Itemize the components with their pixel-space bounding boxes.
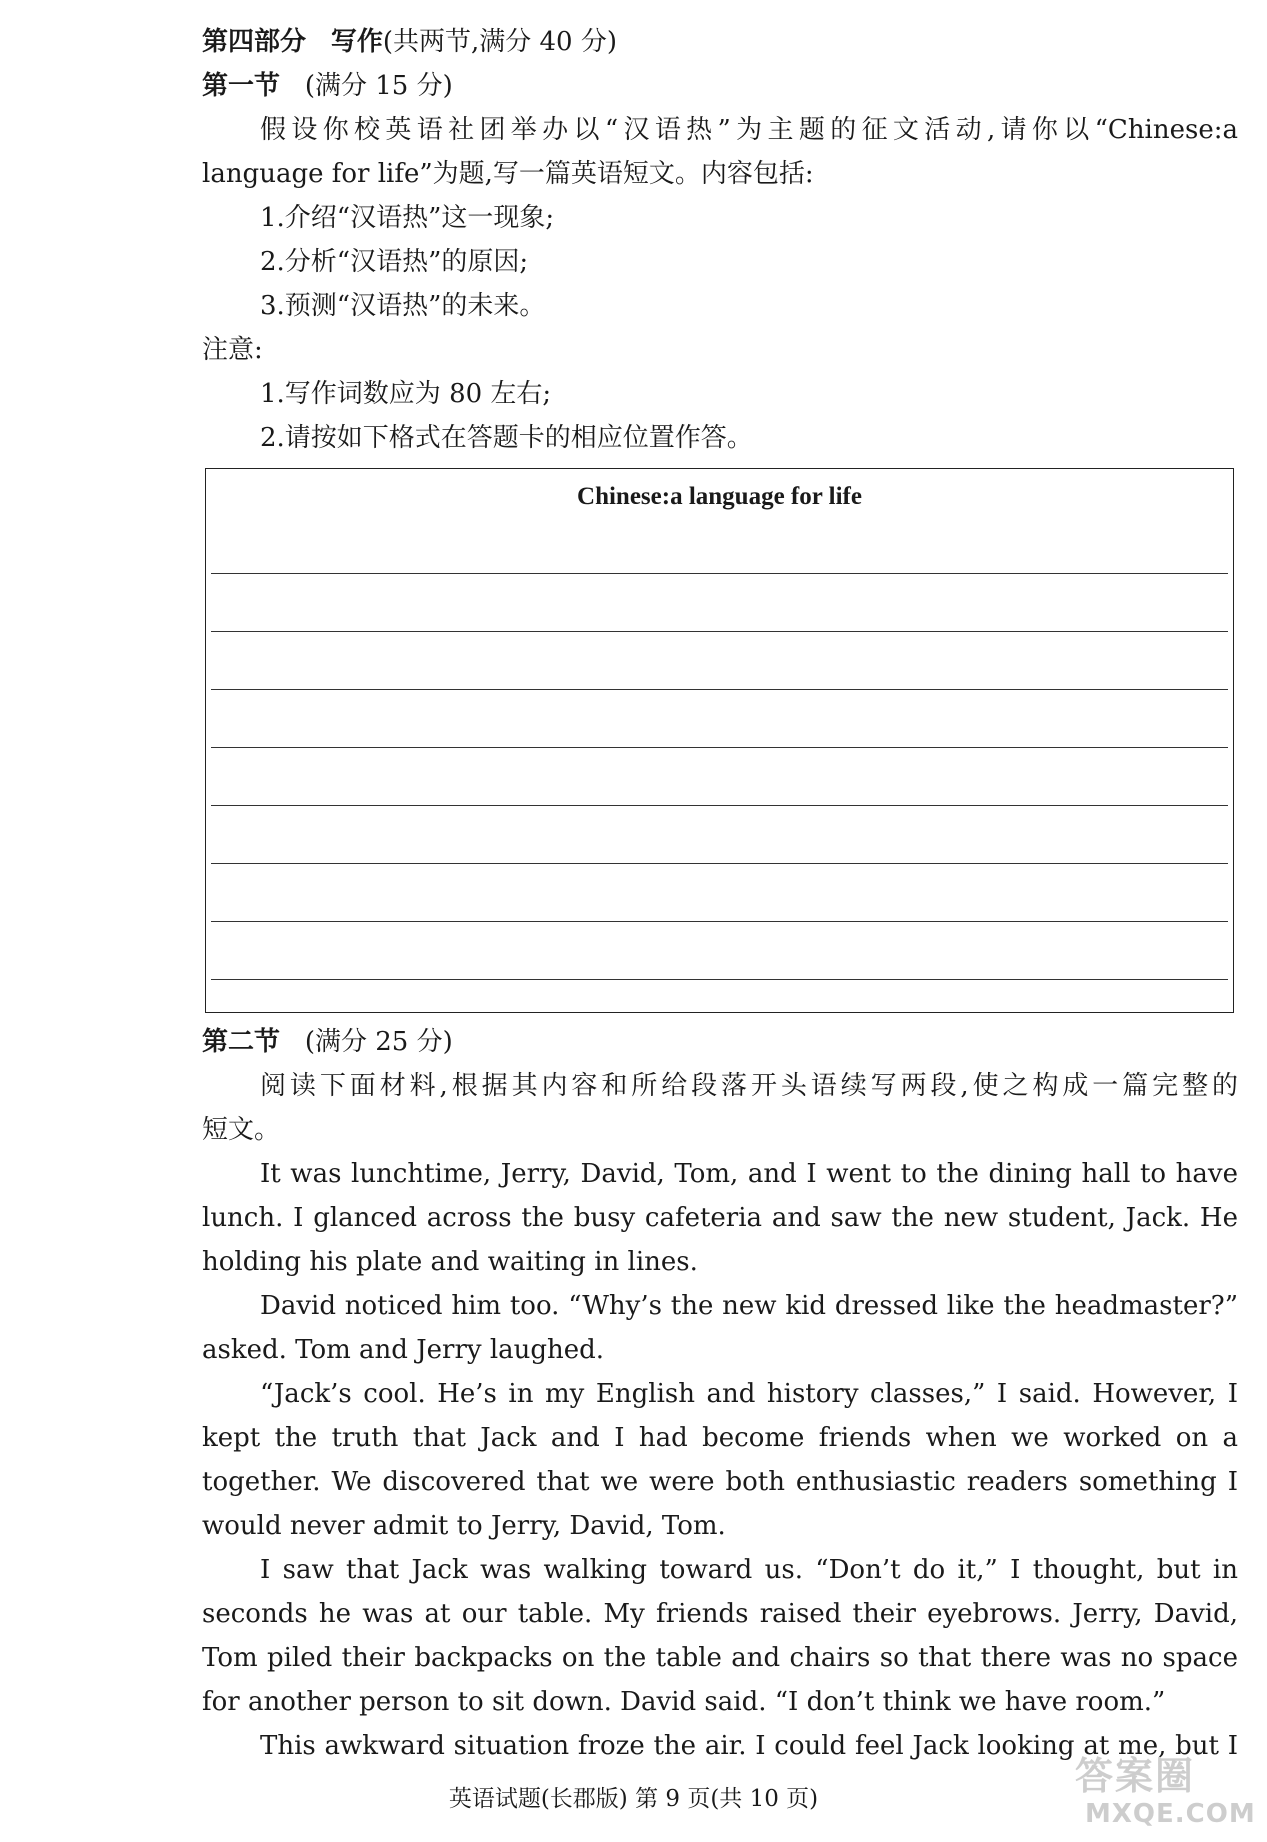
writing-line [211,573,1228,574]
section1-item-3: 3.预测“汉语热”的未来。 [260,291,546,321]
passage-line: David noticed him too. “Why’s the new kid dressed like the headmaster?” [260,1291,1238,1321]
passage-line: Tom piled their backpacks on the table and chairs so that there was no space [202,1643,1238,1673]
section1-heading-score: (满分 15 分) [304,71,453,101]
section2-instruction-line1: 阅读下面材料,根据其内容和所给段落开头语续写两段,使之构成一篇完整的 [260,1071,1238,1101]
passage-line: together. We discovered that we were both enthusiastic readers something I [202,1467,1238,1497]
section2-heading-bold: 第二节 [202,1027,281,1057]
section1-note-label: 注意: [202,335,263,365]
watermark-url: MXQE.COM [1085,1799,1256,1829]
essay-box-title: Chinese:a language for life [577,483,862,510]
writing-line [211,805,1228,806]
writing-line [211,921,1228,922]
passage-line: seconds he was at our table. My friends raised their eyebrows. Jerry, David, [202,1599,1238,1629]
section1-prompt-line2: language for life”为题,写一篇英语短文。内容包括: [202,159,814,189]
essay-answer-box [205,468,1234,1013]
section2-heading-score: (满分 25 分) [304,1027,453,1057]
passage-line: for another person to sit down. David said. “I don’t think we have room.” [202,1687,1166,1717]
section1-item-1: 1.介绍“汉语热”这一现象; [260,203,555,233]
section1-note-2: 2.请按如下格式在答题卡的相应位置作答。 [260,423,753,453]
writing-line [211,747,1228,748]
part4-heading-bold: 第四部分 [202,27,307,57]
section2-heading [202,1020,1238,1064]
passage-line: I saw that Jack was walking toward us. “Don’t do it,” I thought, but in [260,1555,1238,1585]
passage-line: would never admit to Jerry, David, Tom. [202,1511,726,1541]
passage-line: It was lunchtime, Jerry, David, Tom, and I went to the dining hall to have [260,1159,1238,1189]
section2-instruction-line2: 短文。 [202,1115,281,1145]
site-watermark [1075,1745,1260,1840]
part4-heading-title: 写作 [330,27,383,57]
passage-line: holding his plate and waiting in lines. [202,1247,698,1277]
writing-line [211,979,1228,980]
section1-note-1: 1.写作词数应为 80 左右; [260,379,552,409]
part4-heading-note: (共两节,满分 40 分) [382,27,617,57]
section1-item-2: 2.分析“汉语热”的原因; [260,247,529,277]
writing-line [211,863,1228,864]
passage-line: “Jack’s cool. He’s in my English and history classes,” I said. However, I [260,1379,1238,1409]
writing-line [211,689,1228,690]
section1-prompt-line1: 假设你校英语社团举办以“汉语热”为主题的征文活动,请你以“Chinese:a [260,115,1238,145]
page-footer: 英语试题(长郡版) 第 9 页(共 10 页) [448,1786,819,1812]
part4-heading [202,20,1238,64]
passage-line: This awkward situation froze the air. I could feel Jack looking at me, but I [260,1731,1238,1761]
passage-line: kept the truth that Jack and I had become friends when we worked on a [202,1423,1238,1453]
watermark-logo-text: 答案圈 [1075,1754,1196,1798]
section1-heading-bold: 第一节 [202,71,281,101]
writing-line [211,631,1228,632]
passage-line: asked. Tom and Jerry laughed. [202,1335,605,1365]
passage-line: lunch. I glanced across the busy cafeteria and saw the new student, Jack. He [202,1203,1238,1233]
section1-heading [202,64,1238,108]
